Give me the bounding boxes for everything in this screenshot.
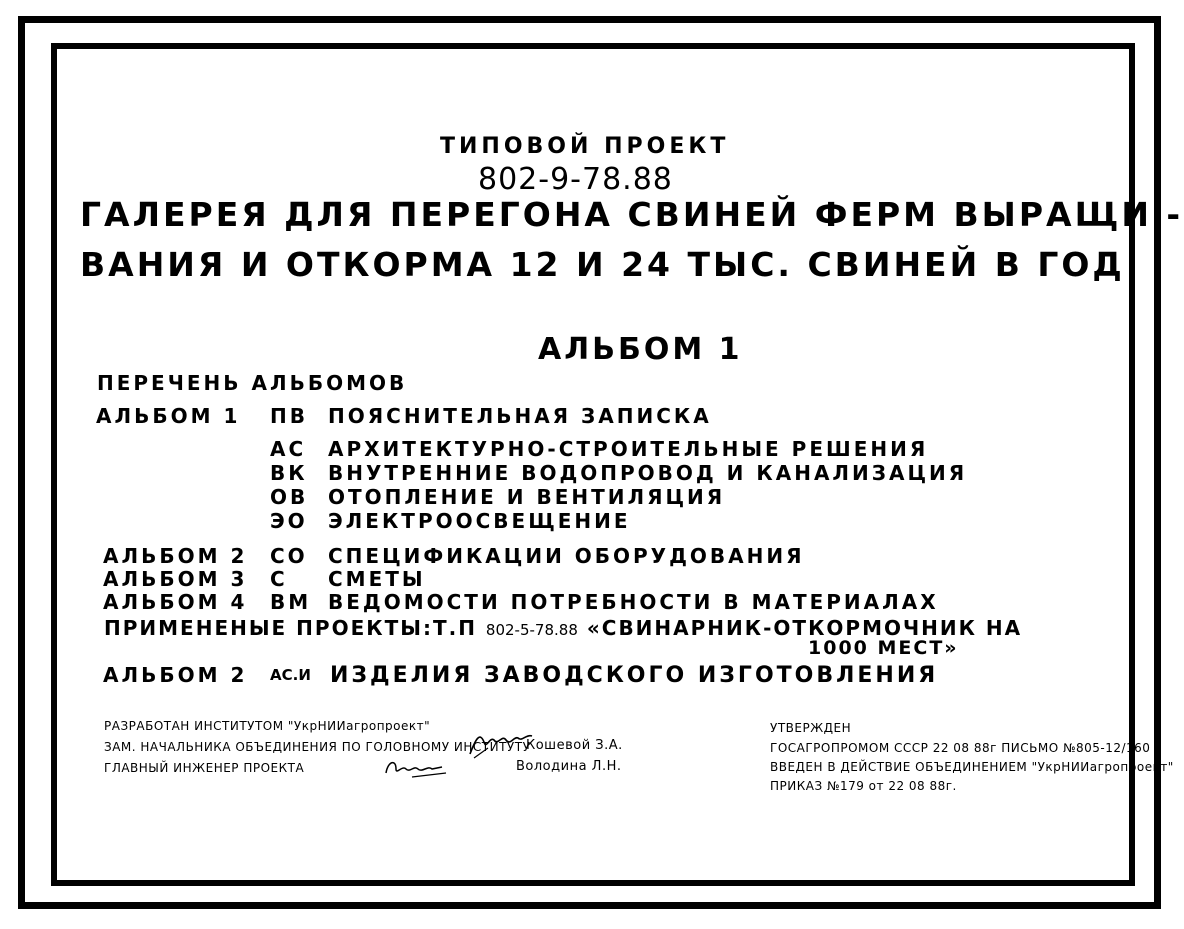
album-number: АЛЬБОМ 4 [103,590,248,614]
section-code: ЭО [270,509,308,533]
extra-album-row [0,663,1184,689]
project-type-label: ТИПОВОЙ ПРОЕКТ [440,134,730,159]
section-description: ВНУТРЕННИЕ ВОДОПРОВОД И КАНАЛИЗАЦИЯ [328,461,968,485]
section-description: ЭЛЕКТРООСВЕЩЕНИЕ [328,509,631,533]
section-description: ВЕДОМОСТИ ПОТРЕБНОСТИ В МАТЕРИАЛАХ [328,590,939,614]
section-description: СМЕТЫ [328,567,426,591]
section-description: СПЕЦИФИКАЦИИ ОБОРУДОВАНИЯ [328,544,805,568]
section-code: С [270,567,288,591]
album-number: АЛЬБОМ 2 [103,544,248,568]
section-description: ПОЯСНИТЕЛЬНАЯ ЗАПИСКА [328,404,712,428]
section-code: ОВ [270,485,309,509]
section-code: АС [270,437,307,461]
album-number: АЛЬБОМ 3 [103,567,248,591]
deputy-head-line: ЗАМ. НАЧАЛЬНИКА ОБЪЕДИНЕНИЯ ПО ГОЛОВНОМУ ИНСТИТУТУ [104,740,531,754]
project-title-line-1: ГАЛЕРЕЯ ДЛЯ ПЕРЕГОНА СВИНЕЙ ФЕРМ ВЫРАЩИ - [80,195,1184,234]
developer-line: РАЗРАБОТАН ИНСТИТУТОМ "УкрНИИагропроект" [104,719,431,733]
albums-list-title: ПЕРЕЧЕНЬ АЛЬБОМОВ [97,371,408,395]
applied-tp: Т.П [432,616,477,640]
album-row [0,461,1184,487]
album-number: АЛЬБОМ 1 [96,404,241,428]
enacted-line: ВВЕДЕН В ДЕЙСТВИЕ ОБЪЕДИНЕНИЕМ "УкрНИИагропроект" [770,760,1174,774]
applied-projects-label: ПРИМЕНЕНЫЕ ПРОЕКТЫ: [104,616,433,640]
section-code: ВМ [270,590,312,614]
album-row [0,590,1184,616]
album-number: АЛЬБОМ 2 [103,663,248,687]
chief-engineer-name: Володина Л.Н. [516,759,622,774]
project-title-line-2: ВАНИЯ И ОТКОРМА 12 И 24 ТЫС. СВИНЕЙ В ГОД [80,245,1125,284]
section-description: АРХИТЕКТУРНО-СТРОИТЕЛЬНЫЕ РЕШЕНИЯ [328,437,929,461]
album-row [0,485,1184,511]
deputy-head-name: Кошевой З.А. [526,738,623,753]
section-code: СО [270,544,308,568]
album-heading: АЛЬБОМ 1 [538,332,743,367]
applied-project-number: 802-5-78.88 [485,621,578,639]
section-code: ВК [270,461,308,485]
signature-icon [466,728,536,762]
album-row [0,509,1184,535]
approved-by-line: ГОСАГРОПРОМОМ СССР 22 08 88г ПИСЬМО №805-12/160 [770,741,1151,755]
section-description: ОТОПЛЕНИЕ И ВЕНТИЛЯЦИЯ [328,485,726,509]
section-description: ИЗДЕЛИЯ ЗАВОДСКОГО ИЗГОТОВЛЕНИЯ [330,663,939,688]
applied-project-name: «СВИНАРНИК-ОТКОРМОЧНИК НА [586,616,1023,640]
applied-project-name-cont: 1000 МЕСТ» [808,637,959,659]
order-line: ПРИКАЗ №179 от 22 08 88г. [770,779,957,793]
album-row [0,404,1184,430]
album-row [0,437,1184,463]
section-code: ПВ [270,404,308,428]
project-number: 802-9-78.88 [478,162,673,197]
section-code: АС.И [270,666,311,684]
signature-icon [382,755,452,781]
chief-engineer-line: ГЛАВНЫЙ ИНЖЕНЕР ПРОЕКТА [104,761,305,775]
approved-label: УТВЕРЖДЕН [770,721,852,735]
